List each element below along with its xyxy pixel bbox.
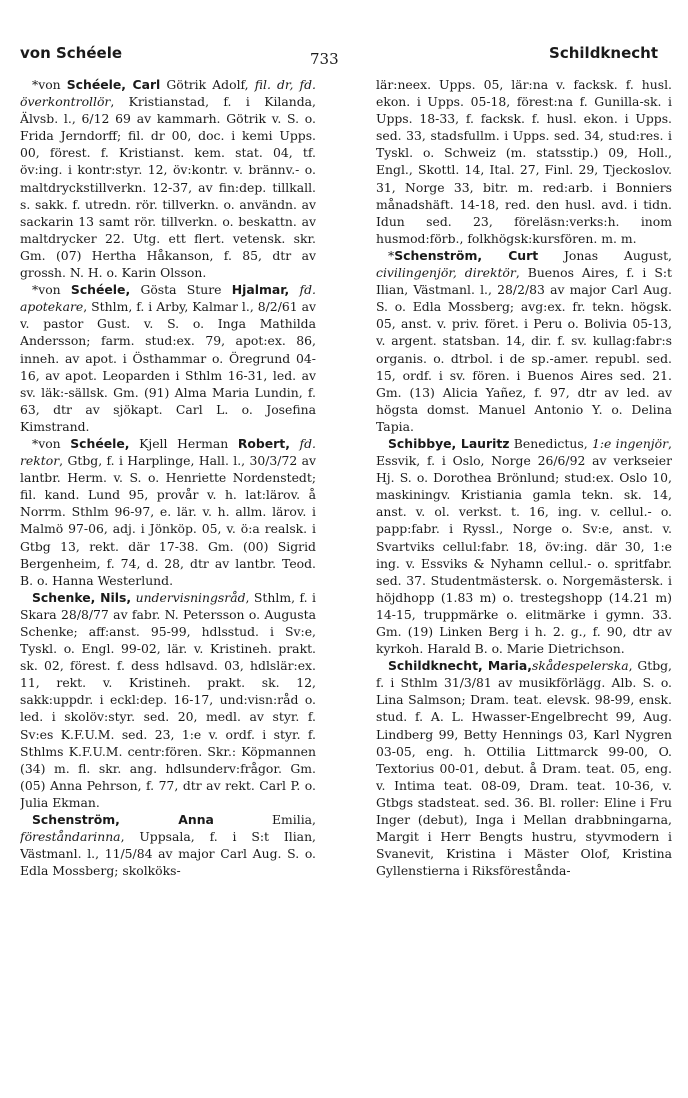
entry-title: fil. dr, fd. överkontrollör [20, 77, 316, 110]
entry-continuation [376, 76, 672, 247]
entry: *von Schéele, Gösta Sture Hjalmar, fd. apotekare, Sthlm, f. i Arby, Kalmar l., 8/2/61 av v. pastor Gust. v. S. o. Inga Mathilda Andersson; farm. stud:ex. 79, apot:ex. 86, inneh. av apot. i Östhammar o. Öregrund 04-16, av apot. Leoparden i Sthlm 16-31, led. av sv. läk:-sällsk. Gm. (91) Alma Maria Lundin, f. 63, dtr av sjökapt. Carl L. o. Josefina Kimstrand. [20, 282, 316, 434]
entry-body: lär:neex. Upps. 05, lär:na v. facksk. f. husl. ekon. i Upps. 05-18, förest:na f. Gunilla-sk. i Upps. 18-33, f. facksk. f. husl. ekon. i Upps. sed. 33, stadsfullm. i Upps. sed. 34, stud:res. i Tyskl. o. Schweiz (m. statsstip.) 09, Holl., Engl., Skottl. 14, Ital. 27, Finl. 29, Tjeckoslov. 31, Norge 33, bitr. m. red:arb. i Bonniers månadshäft. 14-18, red. den husl. avd. i tidn. Idun sed. 23, föreläsn:verks:h. inom husmod:förb., folkhögsk:kursfören. m. m. [376, 77, 672, 246]
entry-name: Schenström, Anna [32, 812, 214, 828]
entry-title: fd. apotekare [20, 282, 316, 315]
entry-body: , Gtbg, f. i Sthlm 31/3/81 av musikförlägg. Alb. S. o. Lina Salmson; Dram. teat. elevsk. 98-99, ensk. stud. f. A. L. Hwasser-Engelbrecht 99, Aug. Lindberg 99, Betty Hennings 03, Karl Nygren 03-05, eng. h. Ottilia Littmarck 99-00, O. Textorius 00-01, debut. å Dram. teat. 05, eng. v. Intima teat. 08-09, Dram. teat. 10-36, v. Gtbgs stadsteat. sed. 36. Bl. roller: Eline i Fru Inger (debut), Inga i Mellan drabbningarna, Margit i Herr Bengts hustru, styvmodern i Svanevit, Kristina i Mäster Olof, Kristina Gyllenstierna i Riksföreståndа- [376, 658, 672, 879]
entry-name: Schildknecht, Maria, [388, 658, 532, 674]
entry-title: 1:e ingenjör [591, 435, 669, 451]
entry: *von Schéele, Kjell Herman Robert, fd. rektor, Gtbg, f. i Harplinge, Hall. l., 30/3/72 av lantbr. Herm. v. S. o. Henriette Nordenstedt; fil. kand. Lund 95, provår v. h. lat:lärov. å Norrm. Sthlm 96-97, e. lär. v. h. allm. lärov. i Malmö 97-06, adj. i Jönköp. 05, v. ö:a realsk. i Gtbg 13, rekt. där 17-38. Gm. (00) Sigrid Bergenheim, f. 74, d. 28, dtr av lantbr. Teod. B. o. Hanna Westerlund. [20, 435, 316, 588]
entry-body: , Gtbg, f. i Harplinge, Hall. l., 30/3/72 av lantbr. Herm. v. S. o. Henriette Nordenstedt; fil. kand. Lund 95, provår v. h. lat:lärov. å Norrm. Sthlm 96-97, e. lär. v. h. allm. lärov. i Malmö 97-06, adj. i Jönköp. 05, v. ö:a realsk. i Gtbg 13, rekt. där 17-38. Gm. (00) Sigrid Bergenheim, f. 74, d. 28, dtr av lantbr. Teod. B. o. Hanna Westerlund. [20, 453, 316, 588]
entry-title: fd. rektor [20, 435, 316, 469]
entry-name: Schéele, [70, 282, 131, 298]
entry-body: , Essvik, f. i Oslo, Norge 26/6/92 av verkseier Hj. S. o. Dorothea Brönlund; stud:ex. Oslo 10, maskiningv. Kristiania gamla tekn. sk. 14, anst. v. ol. verkst. t. 16, ing. v. cellul.- o. papp:fabr. i Ryssl., Norge o. Sv:e, anst. v. Svartviks cellul:fabr. 18, öv:ing. där 30, 1:e ing. v. Essviks & Nyhamn cellul.- o. spritfabr. sed. 37. Studentmästersk. o. Norgemästersk. i höjdhopp (1.83 m) o. trestegshopp (14.21 m) 14-15, truppmärke o. elitmärke i gymn. 33. Gm. (19) Linken Berg i h. 2. g., f. 90, dtr av kyrkoh. Harald B. o. Marie Dietrichson. [376, 435, 672, 657]
entry: Schibbye, Lauritz Benedictus, 1:e ingenjör, Essvik, f. i Oslo, Norge 26/6/92 av verkseier Hj. S. o. Dorothea Brönlund; stud:ex. Oslo 10, maskiningv. Kristiania gamla tekn. sk. 14, anst. v. ol. verkst. t. 16, ing. v. cellul.- o. papp:fabr. i Ryssl., Norge o. Sv:e, anst. v. Svartviks cellul:fabr. 18, öv:ing. där 30, 1:e ing. v. Essviks & Nyhamn cellul.- o. spritfabr. sed. 37. Studentmästersk. o. Norgemästersk. i höjdhopp (1.83 m) o. trestegshopp (14.21 m) 14-15, truppmärke o. elitmärke i gymn. 33. Gm. (19) Linken Berg i h. 2. g., f. 90, dtr av kyrkoh. Harald B. o. Marie Dietrichson. [376, 435, 672, 657]
entry: *von Schéele, Carl Götrik Adolf, fil. dr, fd. överkontrollör, Kristianstad, f. i Kilanda, Älvsb. l., 6/12 69 av kammarh. Götrik v. S. o. Frida Jerndorff; fil. dr 00, doc. i kemi Upps. 00, förest. f. Kristianst. kem. stat. 04, tf. öv:ing. i kontr:styr. 12, öv:kontr. v. brännv.- o. maltdryckstillverkn. 12-37, av fin:dep. tillkall. s. sakk. f. utredn. rör. tillverkn. o. användn. av sackarin 13 samt rör. tillverkn. o. beskattn. av maltdrycker 22. Utg. ett flert. vetensk. skr. Gm. (07) Hertha Håkanson, f. 85, dtr av grossh. N. H. o. Karin Olsson. [20, 77, 316, 281]
left-column [20, 76, 316, 1076]
header-right-keyword: Schildknecht [549, 44, 658, 62]
entry-body: , Buenos Aires, f. i S:t Ilian, Västmanl. l., 28/2/83 av major Carl Aug. S. o. Edla Mossberg; avg:ex. fr. tekn. högsk. 05, anst. v. priv. föret. i Peru o. Bolivia 05-13, v. argent. statsban. 14, dir. f. sv. kullag:fabr:s organis. o. dtrbol. i de sp.-amer. republ. sed. 15, ordf. i sv. fören. i Buenos Aires sed. 21. Gm. (13) Alicia Yañez, f. 97, dtr av led. av högsta domst. Manuel Antonio Y. o. Delina Tapia. [376, 265, 672, 434]
entry-name: Schéele, [70, 435, 130, 451]
entry: Schenström, Anna Emilia, föreståndarinna, Uppsala, f. i S:t Ilian, Västmanl. l., 11/5/84 av major Carl Aug. S. o. Edla Mossberg; skolköks- [20, 812, 316, 879]
entry-name-part: Hjalmar, [231, 282, 290, 298]
entry-name: Schenke, Nils, [32, 589, 132, 605]
entry-title: civilingenjör, direktör [376, 265, 516, 281]
entry-body: , Sthlm, f. i Skara 28/8/77 av fabr. N. Petersson o. Augusta Schenke; aff:anst. 95-99, hdlsstud. i Sv:e, Tyskl. o. Engl. 99-02, lär. v. Kristineh. prakt. sk. 02, förest. f. dess hdlsavd. 03, hdlslär:ex. 11, rekt. v. Kristineh. prakt. sk. 12, sakk:uppdr. i eckl:dep. 16-17, und:visn:råd o. led. i skolöv:styr. sed. 20, medl. av styr. f. Sv:es K.F.U.M. sed. 23, 1:e v. ordf. i styr. f. Sthlms K.F.U.M. centr:fören. Skr.: Köpmannen (34) m. fl. skr. ang. hdlsunderv:frågor. Gm. (05) Anna Pehrson, f. 77, dtr av rekt. Carl P. o. Julia Ekman. [20, 589, 316, 810]
entry-body: , Uppsala, f. i S:t Ilian, Västmanl. l., 11/5/84 av major Carl Aug. S. o. Edla Mossberg; skolköks- [20, 829, 316, 879]
entry-name: Schenström, Curt [394, 247, 539, 263]
header-left-keyword: von Schéele [20, 44, 123, 62]
page-header [0, 44, 688, 70]
entry [20, 589, 316, 811]
right-column [376, 76, 672, 1076]
entry-name-part: Robert, [237, 435, 290, 451]
page-number: 733 [310, 50, 339, 68]
entry-name: Schibbye, Lauritz [388, 435, 510, 451]
entry-body: , Sthlm, f. i Arby, Kalmar l., 8/2/61 av v. pastor Gust. v. S. o. Inga Mathilda Andersson; farm. stud:ex. 79, apot:ex. 86, inneh. av apot. i Östhammar o. Öregrund 04-16, av apot. Leoparden i Sthlm 16-31, led. av sv. läk:-sällsk. Gm. (91) Alma Maria Lundin, f. 63, dtr av sjökapt. Carl L. o. Josefina Kimstrand. [20, 299, 316, 434]
entry: *Schenström, Curt Jonas August, civilingenjör, direktör, Buenos Aires, f. i S:t Ilian, Västmanl. l., 28/2/83 av major Carl Aug. S. o. Edla Mossberg; avg:ex. fr. tekn. högsk. 05, anst. v. priv. föret. i Peru o. Bolivia 05-13, v. argent. statsban. 14, dir. f. sv. kullag:fabr:s organis. o. dtrbol. i de sp.-amer. republ. sed. 15, ordf. i sv. fören. i Buenos Aires sed. 21. Gm. (13) Alicia Yañez, f. 97, dtr av led. av högsta domst. Manuel Antonio Y. o. Delina Tapia. [376, 247, 672, 434]
entry-name: Schéele, Carl [66, 77, 161, 92]
entry [376, 657, 672, 879]
entry-title: skådespelerska [531, 658, 629, 674]
entry-body: , Kristianstad, f. i Kilanda, Älvsb. l., 6/12 69 av kammarh. Götrik v. S. o. Frida Jerndorff; fil. dr 00, doc. i kemi Upps. 00, förest. f. Kristianst. kem. stat. 04, tf. öv:ing. i kontr:styr. 12, öv:kontr. v. brännv.- o. maltdryckstillverkn. 12-37, av fin:dep. tillkall. s. sakk. f. utredn. rör. tillverkn. o. användn. av sackarin 13 samt rör. tillverkn. o. beskattn. av maltdrycker 22. Utg. ett flert. vetensk. skr. Gm. (07) Hertha Håkanson, f. 85, dtr av grossh. N. H. o. Karin Olsson. [20, 94, 316, 281]
entry-title: undervisningsråd [135, 589, 246, 605]
entry-title: föreståndarinna [20, 829, 121, 845]
